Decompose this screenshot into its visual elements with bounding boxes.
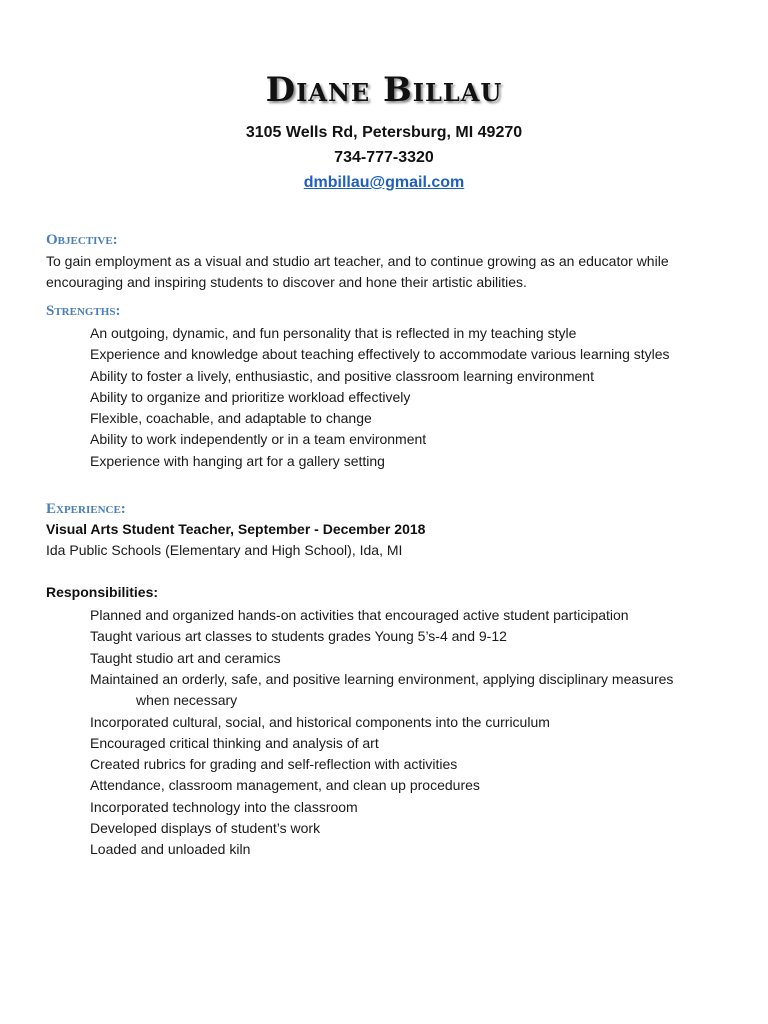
phone-number: 734-777-3320: [334, 149, 434, 166]
list-item: An outgoing, dynamic, and fun personality that is reflected in my teaching style: [90, 325, 577, 341]
list-item: Planned and organized hands-on activities that encouraged active student participation: [90, 607, 629, 624]
job-place: Ida Public Schools (Elementary and High School), Ida, MI: [46, 542, 403, 559]
strengths-heading: Strengths:: [46, 303, 121, 319]
responsibilities-list: [46, 605, 736, 861]
email-row: [0, 170, 768, 195]
job-title: Visual Arts Student Teacher, September - December 2018: [46, 521, 426, 538]
email-link[interactable]: dmbillau@gmail.com: [303, 174, 465, 191]
list-item: Experience with hanging art for a gallery setting: [90, 452, 385, 469]
strengths-list: [46, 323, 736, 472]
objective-heading: Objective:: [46, 232, 118, 248]
list-item: Ability to foster a lively, enthusiastic, and positive classroom learning environment: [90, 367, 594, 384]
list-item: Incorporated technology into the classroom: [90, 798, 358, 815]
resume-header: [0, 70, 768, 195]
list-item: Created rubrics for grading and self-reflection with activities: [90, 756, 458, 773]
resume-body: [46, 230, 736, 861]
list-item: Taught studio art and ceramics: [90, 649, 281, 666]
experience-heading: Experience:: [46, 501, 126, 518]
list-item: Attendance, classroom management, and clean up procedures: [90, 777, 480, 794]
list-item: Flexible, coachable, and adaptable to change: [90, 410, 372, 427]
list-item: [90, 669, 736, 712]
responsibilities-heading: Responsibilities:: [46, 584, 159, 601]
list-item: Experience and knowledge about teaching effectively to accommodate various learning styles: [90, 346, 670, 363]
list-item: Ability to organize and prioritize workload effectively: [90, 388, 411, 405]
list-item: Developed displays of student’s work: [90, 820, 321, 837]
list-item: Incorporated cultural, social, and historical components into the curriculum: [90, 713, 550, 730]
list-item-continuation: when necessary: [136, 692, 238, 709]
list-item: Loaded and unloaded kiln: [90, 841, 251, 858]
list-item-text: Maintained an orderly, safe, and positive learning environment, applying disciplinary measures: [90, 670, 674, 687]
list-item: Taught various art classes to students grades Young 5’s-4 and 9-12: [90, 628, 507, 645]
address: 3105 Wells Rd, Petersburg, MI 49270: [245, 124, 523, 141]
list-item: Ability to work independently or in a team environment: [90, 431, 427, 448]
objective-text: To gain employment as a visual and studio art teacher, and to continue growing as an educator while encouraging and inspiring students to discover and hone their artistic abilities.: [46, 253, 669, 290]
candidate-name: Diane Billau: [265, 70, 503, 110]
list-item: Encouraged critical thinking and analysis of art: [90, 734, 379, 751]
